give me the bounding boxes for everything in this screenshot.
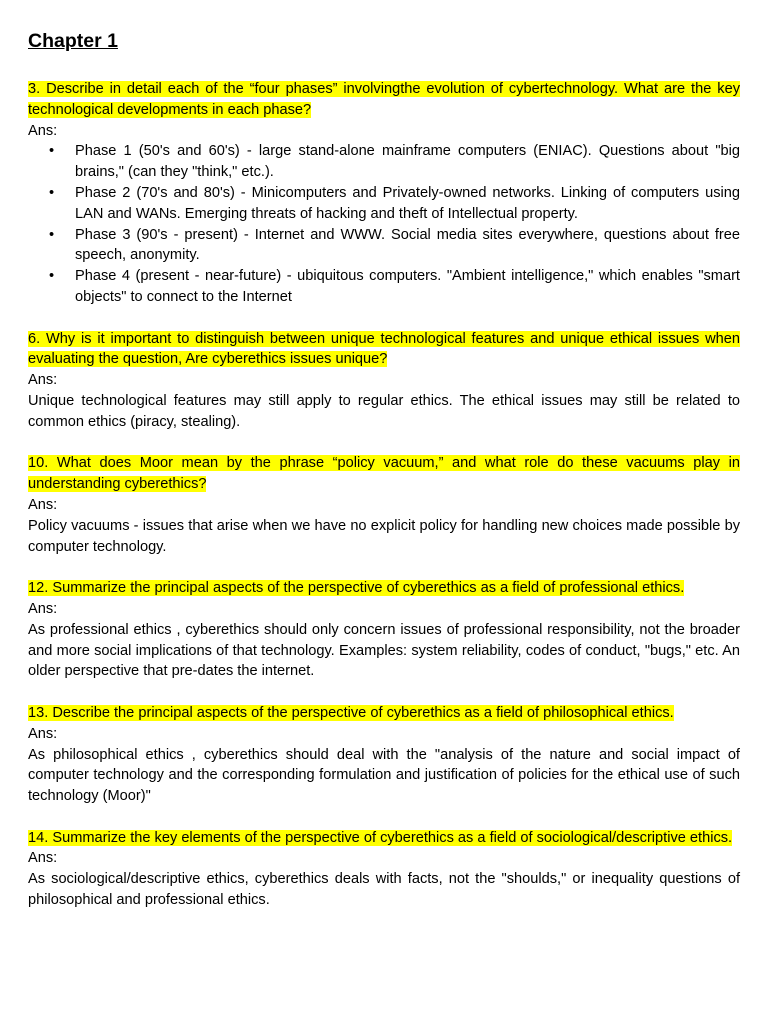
question-text [28, 453, 740, 495]
question-text [28, 578, 740, 599]
question-block-3 [28, 79, 740, 308]
document-page [28, 26, 740, 932]
question-number: 12. [28, 580, 49, 597]
answer-label: Ans: [28, 122, 58, 139]
answer-text: Unique technological features may still apply to regular ethics. The ethical issues may still be related to common ethics (piracy, stealing). [28, 392, 740, 430]
question-number: 10. [28, 455, 49, 472]
question-text [28, 828, 740, 849]
question-block-12 [28, 578, 740, 682]
phase-item: • Phase 1 (50's and 60's) - large stand-alone mainframe computers (ENIAC). Questions about "big brains," (can they "think," etc.). [75, 141, 740, 183]
question-body: What does Moor mean by the phrase “policy vacuum,” and what role do these vacuums play in understanding cyberethics? [28, 455, 740, 493]
answer-label: Ans: [28, 372, 58, 389]
question-block-10 [28, 453, 740, 557]
question-block-13 [28, 703, 740, 807]
question-body: Summarize the key elements of the perspective of cyberethics as a field of sociological/descriptive ethics. [52, 829, 733, 846]
phase-list [28, 141, 740, 307]
answer-label: Ans: [28, 600, 58, 617]
question-number: 6. [28, 330, 41, 347]
question-body: Describe in detail each of the “four phases” involvingthe evolution of cybertechnology. What are the key technological developments in each phase? [28, 81, 740, 118]
answer-text: As philosophical ethics , cyberethics should deal with the "analysis of the nature and social impact of computer technology and the corresponding formulation and justification of policies for the ethical use of such technology (Moor)" [28, 746, 740, 805]
question-block-14 [28, 828, 740, 911]
answer-text: Policy vacuums - issues that arise when we have no explicit policy for handling new choices made possible by computer technology. [28, 517, 740, 555]
question-body: Summarize the principal aspects of the perspective of cyberethics as a field of professional ethics. [52, 580, 685, 597]
phase-item: • Phase 4 (present - near-future) - ubiquitous computers. "Ambient intelligence," which enables "smart objects" to connect to the Internet [75, 266, 740, 308]
question-text [28, 79, 740, 121]
question-block-6 [28, 329, 740, 433]
answer-text: As sociological/descriptive ethics, cyberethics deals with facts, not the "shoulds," or inequality questions of philosophical and professional ethics. [28, 871, 740, 909]
question-number: 3. [28, 81, 41, 97]
phase-item: • Phase 2 (70's and 80's) - Minicomputers and Privately-owned networks. Linking of computers using LAN and WANs. Emerging threats of hacking and theft of Intellectual property. [75, 183, 740, 225]
question-text [28, 703, 740, 724]
answer-label: Ans: [28, 725, 58, 742]
question-body: Describe the principal aspects of the perspective of cyberethics as a field of philosophical ethics. [52, 704, 674, 721]
question-body: Why is it important to distinguish between unique technological features and unique ethical issues when evaluating the question, Are cyberethics issues unique? [28, 330, 740, 368]
question-number: 14. [28, 829, 49, 846]
question-text [28, 329, 740, 371]
answer-text: As professional ethics , cyberethics should only concern issues of professional responsibility, not the broader and more social implications of that technology. Examples: system reliability, codes of conduct, "bugs," etc. An older perspective that pre-dates the internet. [28, 621, 740, 680]
answer-label: Ans: [28, 850, 58, 867]
answer-label: Ans: [28, 496, 58, 513]
question-number: 13. [28, 704, 49, 721]
phase-item: • Phase 3 (90's - present) - Internet and WWW. Social media sites everywhere, questions about free speech, anonymity. [75, 225, 740, 267]
chapter-title: Chapter 1 [28, 30, 118, 52]
